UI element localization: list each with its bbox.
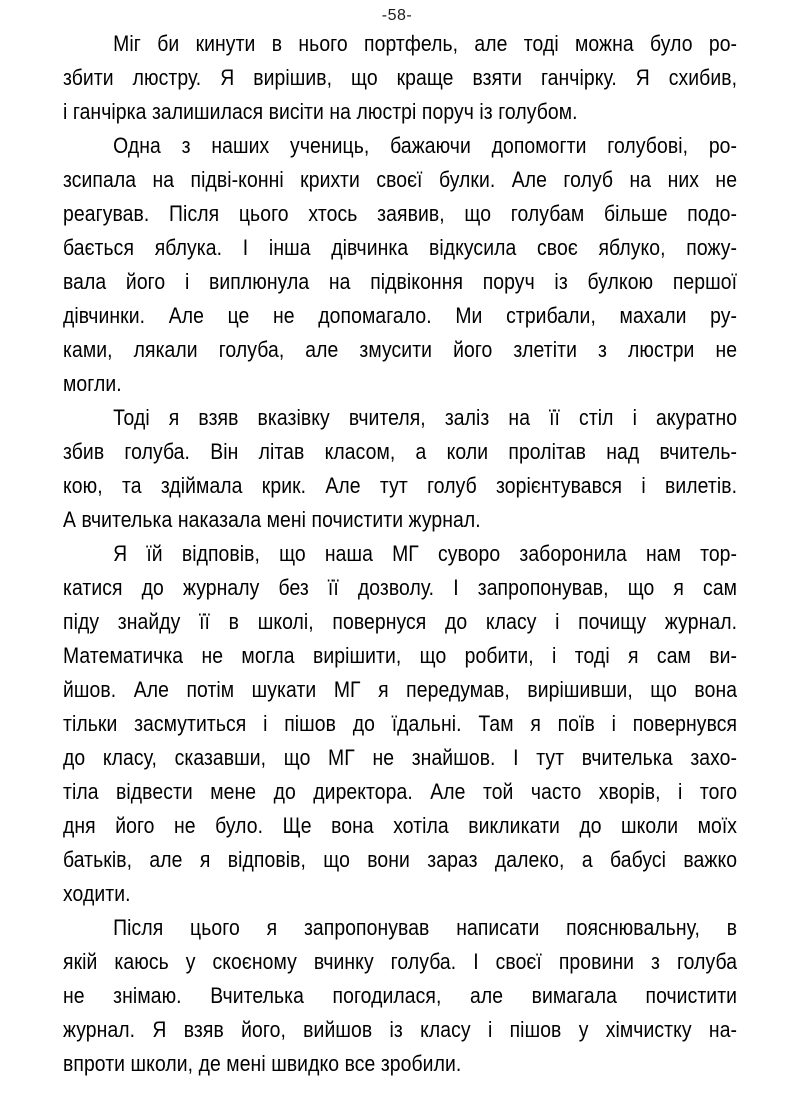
text-line: бається яблука. І інша дівчинка відкусила своє яблуко, пожу-	[63, 235, 738, 260]
text-line: реагував. Після цього хтось заявив, що голубам більше подо-	[63, 201, 738, 226]
text-line: дівчинки. Але це не допомагало. Ми стрибали, махали ру-	[63, 303, 738, 328]
text-line: піду знайду її в школі, повернуся до класу і почищу журнал.	[63, 609, 738, 634]
text-line: журнал. Я взяв його, вийшов із класу і пішов у хімчистку на-	[63, 1017, 738, 1042]
text-line: і ганчірка залишилася висіти на люстрі поруч із голубом.	[63, 99, 578, 124]
page-number: -58-	[381, 7, 413, 24]
text-line: вала його і виплюнула на підвіконня поруч із булкою першої	[63, 269, 738, 294]
paragraph	[63, 129, 794, 401]
text-line: тіла відвести мене до директора. Але той часто хворів, і того	[63, 779, 738, 804]
text-line: Після цього я запропонував написати пояснювальну, в	[113, 915, 738, 940]
text-line: якій каюсь у скоєному вчинку голуба. І своєї провини з голуба	[63, 949, 738, 974]
text-line: Тоді я взяв вказівку вчителя, заліз на її стіл і акуратно	[113, 405, 738, 430]
text-line: батьків, але я відповів, що вони зараз далеко, а бабусі важко	[63, 847, 738, 872]
text-line: могли.	[63, 371, 122, 396]
text-line: збити люстру. Я вирішив, що краще взяти ганчірку. Я схибив,	[63, 65, 738, 90]
text-line: кою, та здіймала крик. Але тут голуб зорієнтувався і вилетів.	[63, 473, 738, 498]
text-line: катися до журналу без її дозволу. І запропонував, що я сам	[63, 575, 738, 600]
text-line: ками, лякали голуба, але змусити його злетіти з люстри не	[63, 337, 738, 362]
text-line: до класу, сказавши, що МГ не знайшов. І тут вчителька захо-	[63, 745, 738, 770]
text-line: Одна з наших учениць, бажаючи допомогти голубові, ро-	[113, 133, 738, 158]
text-line: тільки засмутиться і пішов до їдальні. Там я поїв і повернувся	[63, 711, 738, 736]
paragraph	[63, 401, 794, 537]
text-line: А вчителька наказала мені почистити журнал.	[63, 507, 481, 532]
text-line: йшов. Але потім шукати МГ я передумав, вирішивши, що вона	[63, 677, 738, 702]
text-line: ходити.	[63, 881, 131, 906]
text-line: дня його не було. Ще вона хотіла викликати до школи моїх	[63, 813, 738, 838]
paragraph	[63, 911, 794, 1081]
paragraph	[63, 537, 794, 911]
text-line: зсипала на підві-конні крихти своєї булки. Але голуб на них не	[63, 167, 738, 192]
text-block	[63, 27, 794, 1081]
text-line: Математичка не могла вирішити, що робити, і тоді я сам ви-	[63, 643, 738, 668]
text-line: збив голуба. Він літав класом, а коли пролітав над вчитель-	[63, 439, 738, 464]
text-line: впроти школи, де мені швидко все зробили.	[63, 1051, 462, 1076]
text-line: Я їй відповів, що наша МГ суворо заборонила нам тор-	[113, 541, 738, 566]
paragraph	[63, 27, 794, 129]
text-line: Міг би кинути в нього портфель, але тоді можна було ро-	[113, 31, 738, 56]
text-line: не знімаю. Вчителька погодилася, але вимагала почистити	[63, 983, 738, 1008]
